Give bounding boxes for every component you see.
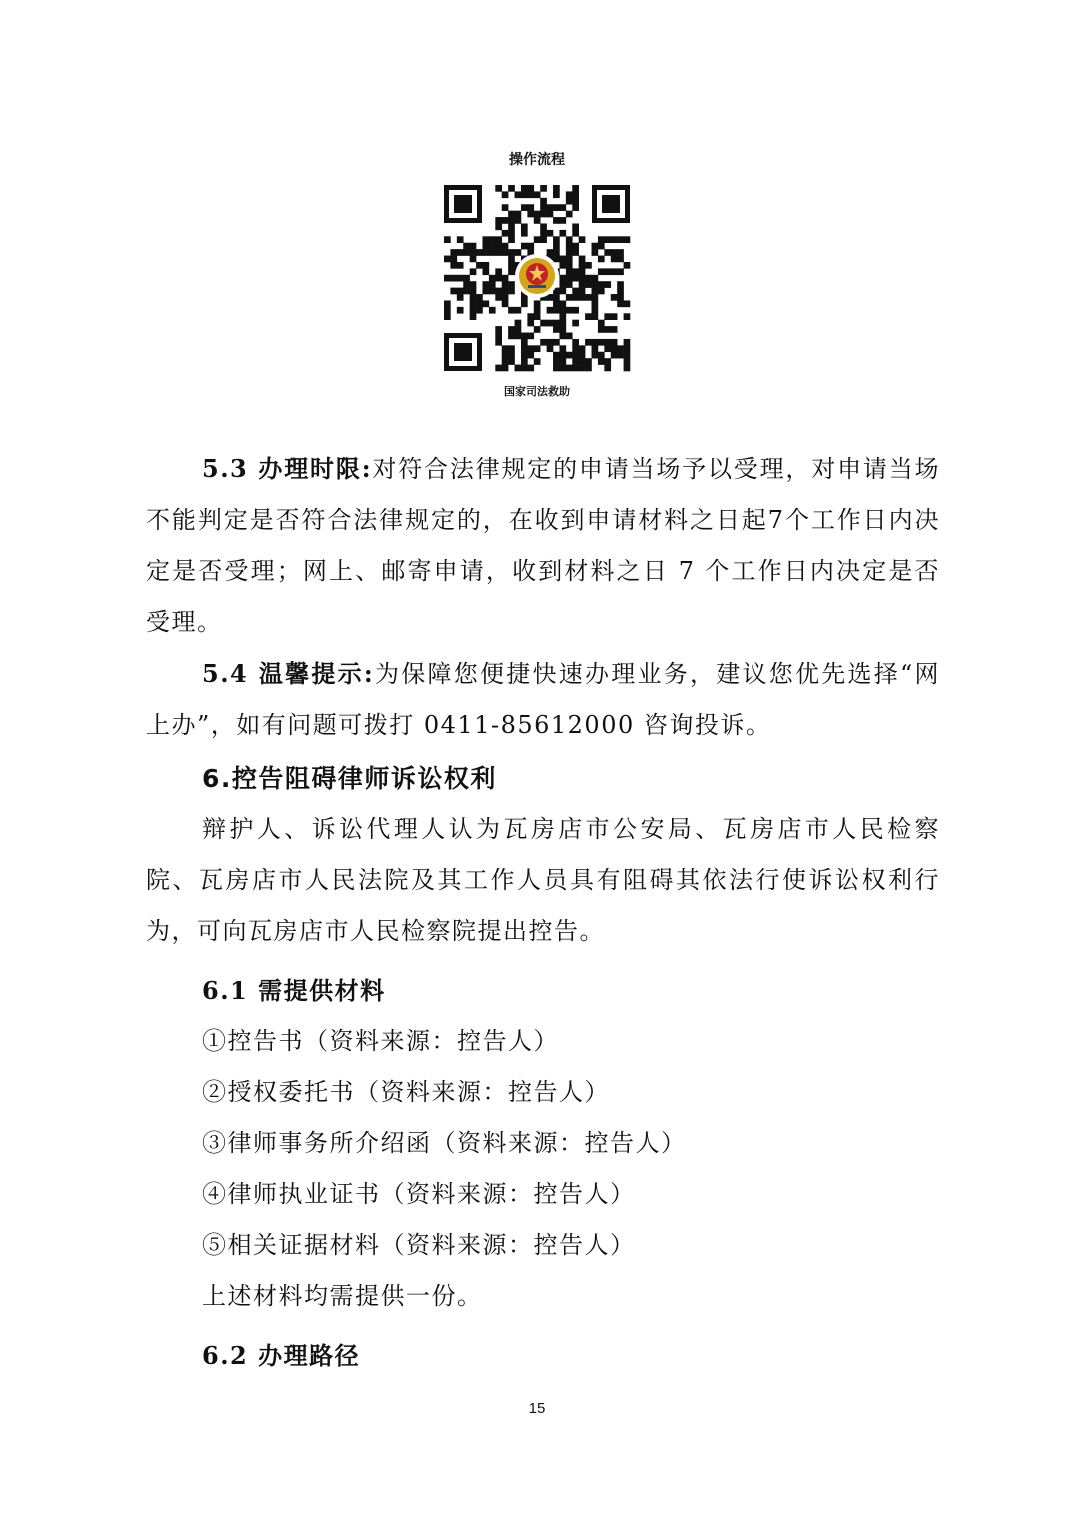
document-body (146, 443, 940, 1381)
qr-section (0, 150, 1074, 401)
section-5-3 (146, 443, 940, 648)
section-6-1-heading: 6.1 需提供材料 (202, 976, 386, 1005)
qr-code-icon[interactable] (442, 183, 632, 373)
materials-note: 上述材料均需提供一份。 (202, 1282, 483, 1310)
material-item: ⑤相关证据材料（资料来源：控告人） (202, 1231, 636, 1259)
material-item: ④律师执业证书（资料来源：控告人） (202, 1180, 636, 1208)
qr-caption: 国家司法救助 (504, 385, 570, 398)
section-6-paragraph: 辩护人、诉讼代理人认为瓦房店市公安局、瓦房店市人民检察院、瓦房店市人民法院及其工作人员具有阻碍其依法行使诉讼权利行为，可向瓦房店市人民检察院提出控告。 (146, 815, 940, 945)
section-5-4-text: 为保障您便捷快速办理业务，建议您优先选择“网上办”，如有问题可拨打 0411-85612000 咨询投诉。 (146, 660, 940, 739)
material-item: ①控告书（资料来源：控告人） (202, 1027, 559, 1055)
material-item: ③律师事务所介绍函（资料来源：控告人） (202, 1129, 687, 1157)
material-item: ②授权委托书（资料来源：控告人） (202, 1078, 610, 1106)
qr-title: 操作流程 (509, 152, 565, 168)
section-6-2-heading: 6.2 办理路径 (202, 1341, 361, 1370)
section-5-3-text: 对符合法律规定的申请当场予以受理，对申请当场不能判定是否符合法律规定的，在收到申请材料之日起7个工作日内决定是否受理；网上、邮寄申请，收到材料之日 7 个工作日内决定是否受理。 (146, 455, 941, 636)
section-6-heading: 6.控告阻碍律师诉讼权利 (202, 764, 497, 793)
section-5-4-label: 5.4 温馨提示: (202, 659, 375, 688)
page-number: 15 (528, 1400, 546, 1417)
section-5-4 (146, 648, 940, 751)
section-5-3-label: 5.3 办理时限: (202, 454, 373, 483)
